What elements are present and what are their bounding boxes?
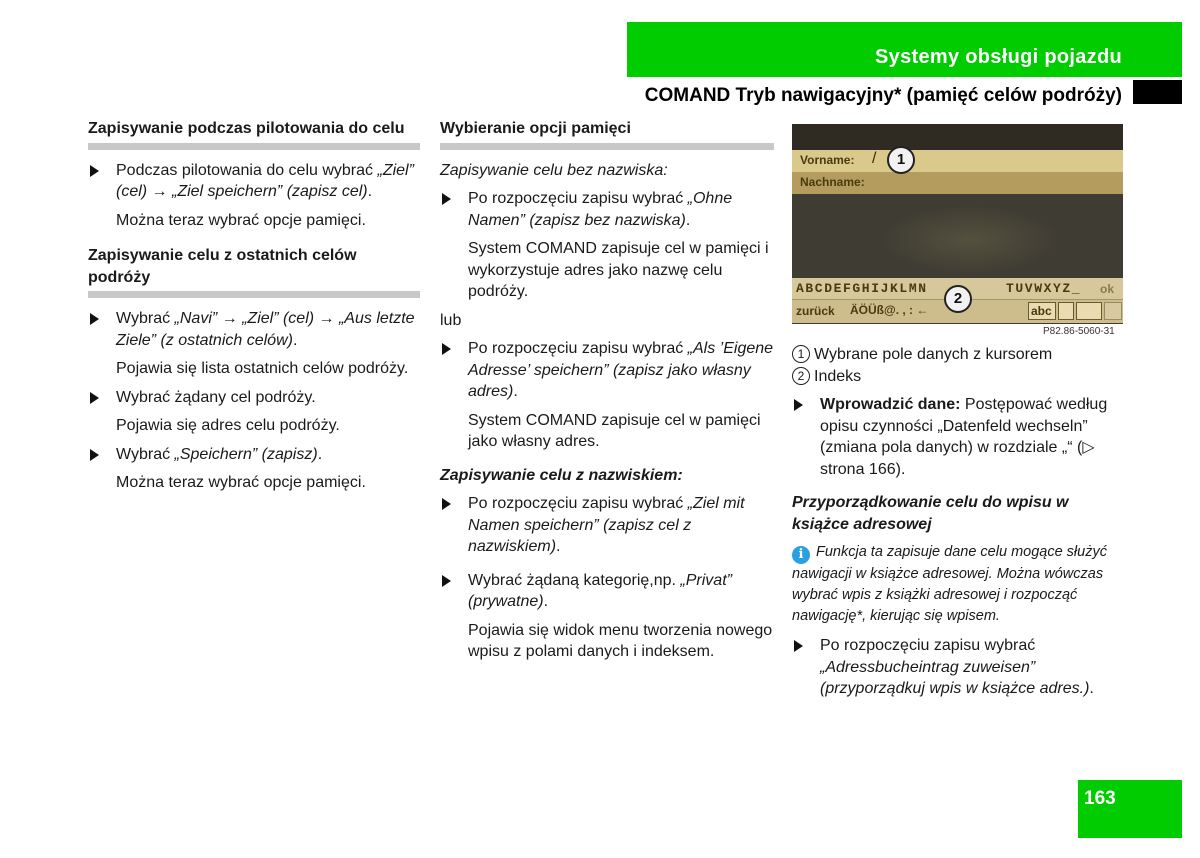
result-text: System COMAND zapisuje cel w pamięci i wykorzystuje adres jako nazwę celu podróży. [468, 240, 769, 300]
bullet-item: Wybrać żądaną kategorię,np. „Privat” (prywatne). [440, 570, 774, 613]
bullet-arrow-icon [442, 575, 451, 587]
bullet-item: Po rozpoczęciu zapisu wybrać „Ohne Namen” (zapisz bez nazwiska). [440, 188, 774, 231]
bullet-arrow-icon [442, 193, 451, 205]
result-text: Pojawia się adres celu podróży. [116, 417, 340, 434]
bullet-arrow-icon [90, 313, 99, 325]
divider [88, 291, 420, 298]
bullet-item: Po rozpoczęciu zapisu wybrać „Als ’Eigene Adresse’ speichern” (zapisz jako własny adres). [440, 338, 774, 403]
bullet-arrow-icon [90, 165, 99, 177]
keyboard-dots-key [1058, 302, 1074, 320]
subheading-assign-address: Przyporządkowanie celu do wpisu w książce adresowej [792, 494, 1069, 533]
subheading-with-name: Zapisywanie celu z nazwiskiem: [440, 466, 683, 484]
field-label-firstname: Vorname: [800, 153, 855, 167]
bullet-arrow-icon [794, 640, 803, 652]
bullet-item: Wprowadzić dane: Postępować według opisu czynności „Datenfeld wechseln” (zmiana pola danych) w rozdziale „“ (▷ strona 166). [792, 394, 1128, 480]
bullet-item: Wybrać żądany cel podróży. [88, 387, 420, 409]
bullet-arrow-icon [442, 343, 451, 355]
bullet-arrow-icon [794, 399, 803, 411]
legend-1: 1 Wybrane pole danych z kursorem [792, 344, 1128, 366]
keyboard-extra-key [1104, 302, 1122, 320]
keyboard-back: zurück [796, 304, 835, 318]
result-text: Można teraz wybrać opcje pamięci. [116, 211, 366, 229]
image-code: P82.86-5060-31 [1043, 326, 1115, 337]
page-subtitle: COMAND Tryb nawigacyjny* (pamięć celów podróży) [644, 85, 1122, 106]
field-label-lastname: Nachname: [800, 175, 865, 189]
heading-save-while-guiding: Zapisywanie podczas pilotowania do celu [88, 120, 405, 137]
info-icon: i [792, 546, 810, 564]
subheading-without-name: Zapisywanie celu bez nazwiska: [440, 161, 668, 179]
bullet-item: Wybrać „Navi” → „Ziel” (cel) → „Aus letzte Ziele” (z ostatnich celów). [88, 308, 420, 351]
bullet-arrow-icon [90, 449, 99, 461]
result-text: Pojawia się widok menu tworzenia nowego wpisu z polami danych i indeksem. [468, 621, 773, 660]
bullet-item: Wybrać „Speichern” (zapisz). [88, 444, 420, 466]
result-text: Można teraz wybrać opcje pamięci. [116, 474, 366, 491]
column-left [88, 118, 420, 501]
keyboard-ok: ok [1100, 282, 1115, 296]
bullet-item: Po rozpoczęciu zapisu wybrać „Adressbucheintrag zuweisen” (przyporządkuj wpis w książce adres.). [792, 635, 1128, 700]
header-marker [1133, 80, 1182, 104]
legend-2: 2 Indeks [792, 366, 1128, 388]
keyboard-mode-key [1076, 302, 1102, 320]
bullet-item: Podczas pilotowania do celu wybrać „Ziel” (cel) → „Ziel speichern” (zapisz cel). [88, 160, 420, 203]
bullet-arrow-icon [442, 498, 451, 510]
column-middle [440, 118, 774, 670]
heading-save-from-recent: Zapisywanie celu z ostatnich celów podróży [88, 247, 357, 286]
callout-2: 2 [944, 285, 972, 313]
callout-1: 1 [887, 146, 915, 174]
legend-number: 2 [792, 367, 810, 385]
bullet-item: Po rozpoczęciu zapisu wybrać „Ziel mit Namen speichern” (zapisz cel z nazwiskiem). [440, 493, 774, 558]
divider [440, 143, 774, 150]
page-number: 163 [1084, 788, 1116, 809]
or-text: lub [440, 311, 462, 329]
heading-memory-options: Wybieranie opcji pamięci [440, 120, 631, 137]
keyboard-special-chars: ÄÖÜß@. , : ← [850, 303, 929, 317]
cursor-mark: / [872, 150, 877, 167]
info-note: i Funkcja ta zapisuje dane celu mogące służyć nawigacji w książce adresowej. Można wówczas wybrać wpis z książki adresowej i rozpocząć nawigację*, kierując się wpisem. [792, 544, 1107, 624]
result-text: Pojawia się lista ostatnich celów podróży. [116, 360, 409, 377]
screen-top-bar [792, 124, 1123, 150]
legend-number: 1 [792, 345, 810, 363]
bullet-arrow-icon [90, 392, 99, 404]
keyboard-letters: ABCDEFGHIJKLMN [796, 281, 928, 296]
screen-background-swirl [880, 205, 1060, 275]
column-right [792, 344, 1128, 707]
keyboard-abc-key: abc [1028, 302, 1056, 320]
result-text: System COMAND zapisuje cel w pamięci jako własny adres. [468, 411, 761, 450]
divider [88, 143, 420, 150]
section-title: Systemy obsługi pojazdu [875, 46, 1122, 68]
keyboard-letters-end: TUVWXYZ_ [1006, 281, 1082, 296]
